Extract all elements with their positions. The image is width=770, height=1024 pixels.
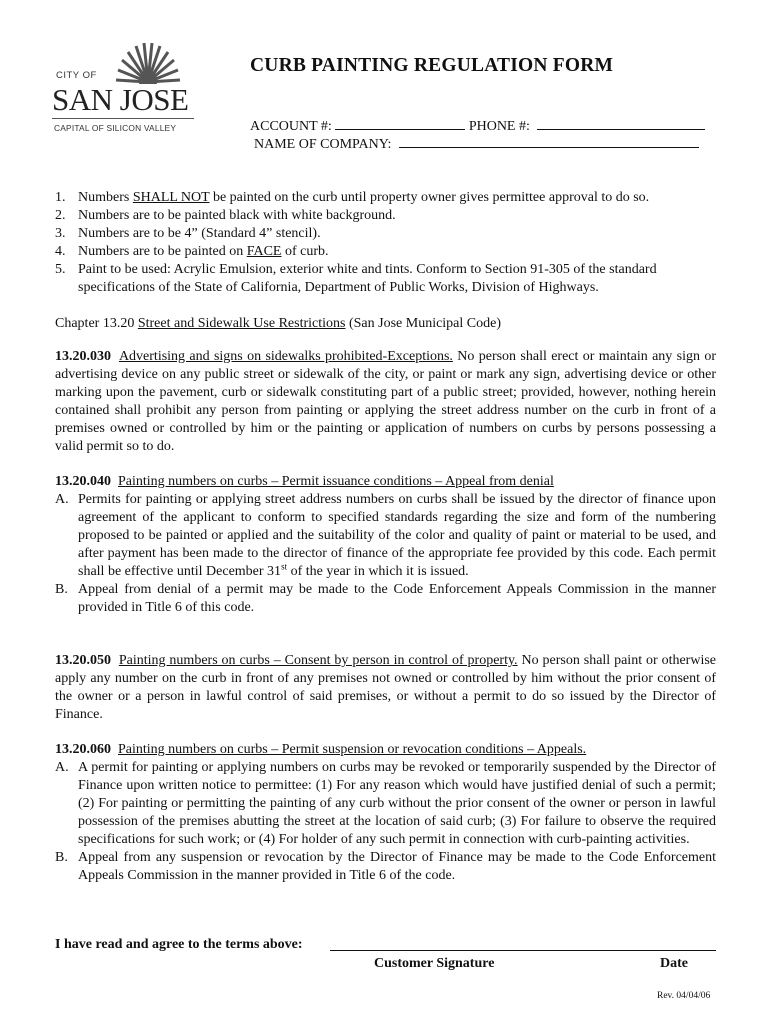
section-13-20-050: 13.20.050 Painting numbers on curbs – Consent by person in control of property. No person shall paint or otherwise apply any number on the curb in front of any premises not owned or controlled by him without the prior consent of the owner or a person in lawful control of said premises, or without a permit to do so issued by the Director of Finance. — [55, 653, 717, 722]
account-phone-row — [250, 117, 705, 135]
rule-item: 1. Numbers SHALL NOT be painted on the curb until property owner gives permittee approval to do so. — [55, 190, 650, 205]
section-code: 13.20.060 — [55, 742, 111, 757]
section-heading: Advertising and signs on sidewalks prohibited-Exceptions. — [118, 349, 453, 364]
revision-date: Rev. 04/04/06 — [657, 991, 711, 1001]
rule-item: 3. Numbers are to be 4” (Standard 4” stencil). — [55, 226, 321, 241]
company-row — [254, 135, 699, 153]
account-label: ACCOUNT #: — [250, 119, 332, 134]
section-13-20-060: 13.20.060 Painting numbers on curbs – Permit suspension or revocation conditions – Appeals. A. A permit for painting or applying numbers on curbs may be revoked or temporarily suspended by the Director of Finance upon written notice to permittee: (1) For any reason which would have justified denial of such a permit; (2) For painting or permitting the painting of any curb without the prior consent of the owner or person in lawful possession of the premises abutting the street at the location of said curb; (3) For failure to observe the required specifications for such work; or (4) For holder of any such permit in connection with curb-painting activities. B. Appeal from any suspension or revocation by the Director of Finance may be made to the Code Enforcement Appeals Commission in the manner provided in Title 6 of the code. — [55, 742, 716, 883]
logo-tagline: CAPITAL OF SILICON VALLEY — [54, 123, 177, 133]
section-13-20-030: 13.20.030 Advertising and signs on sidewalks prohibited-Exceptions. No person shall erect or maintain any sign or advertising device on any public street or sidewalk of the city, or paint or mark any sign, advertising device or other marking upon the pavement, curb or sidewalk constituting part of a public street; provided, however, nothing herein contained shall prohibit any person from painting or applying the street address number on the curb in front of a premises owned or controlled by him or the painting or application of numbers on curbs by persons possessing a valid permit so to do. — [55, 349, 716, 454]
chapter-heading: Chapter 13.20 Street and Sidewalk Use Restrictions (San Jose Municipal Code) — [55, 316, 501, 331]
company-label: NAME OF COMPANY: — [254, 137, 392, 152]
form-title: CURB PAINTING REGULATION FORM — [250, 55, 614, 76]
san-jose-logo — [52, 40, 202, 140]
agree-label: I have read and agree to the terms above: — [55, 937, 303, 952]
phone-input[interactable] — [537, 117, 705, 130]
logo-divider — [52, 118, 194, 119]
section-heading: Painting numbers on curbs – Permit issuance conditions – Appeal from denial — [118, 474, 554, 489]
section-code: 13.20.050 — [55, 653, 111, 668]
section-code: 13.20.040 — [55, 474, 111, 489]
logo-san-jose: SAN JOSE — [52, 82, 189, 117]
account-input[interactable] — [335, 117, 465, 130]
signature-input[interactable] — [330, 950, 716, 951]
rule-item: 4. Numbers are to be painted on FACE of curb. — [55, 244, 329, 259]
customer-signature-label: Customer Signature — [374, 956, 495, 971]
section-heading: Painting numbers on curbs – Permit suspension or revocation conditions – Appeals. — [118, 742, 587, 757]
rule-item: 5. Paint to be used: Acrylic Emulsion, exterior white and tints. Conform to Section 91-305 of the standard specifications of the State of California, Department of Public Works, Division of Highways. — [55, 262, 657, 295]
logo-city-of: CITY OF — [56, 70, 97, 81]
phone-label: PHONE #: — [468, 119, 530, 134]
section-heading: Painting numbers on curbs – Consent by person in control of property. — [118, 653, 518, 668]
rule-item: 2. Numbers are to be painted black with white background. — [55, 208, 396, 223]
section-13-20-040: 13.20.040 Painting numbers on curbs – Permit issuance conditions – Appeal from denial A. Permits for painting or applying street address numbers on curbs shall be issued by the director of finance upon agreement of the applicant to conform to specified standards regarding the size and form of the numbering proposed to be painted or applied and the suitability of the color and quality of paint or material to be used, and after payment has been made to the director of finance of the appropriate fee provided by this code. Each permit shall be effective until December 31st of the year in which it is issued. B. Appeal from denial of a permit may be made to the Code Enforcement Appeals Commission in the manner provided in Title 6 of this code. — [55, 474, 716, 615]
date-label: Date — [660, 956, 688, 971]
company-input[interactable] — [399, 135, 699, 148]
section-code: 13.20.030 — [55, 349, 111, 364]
curb-painting-rules — [55, 189, 725, 297]
